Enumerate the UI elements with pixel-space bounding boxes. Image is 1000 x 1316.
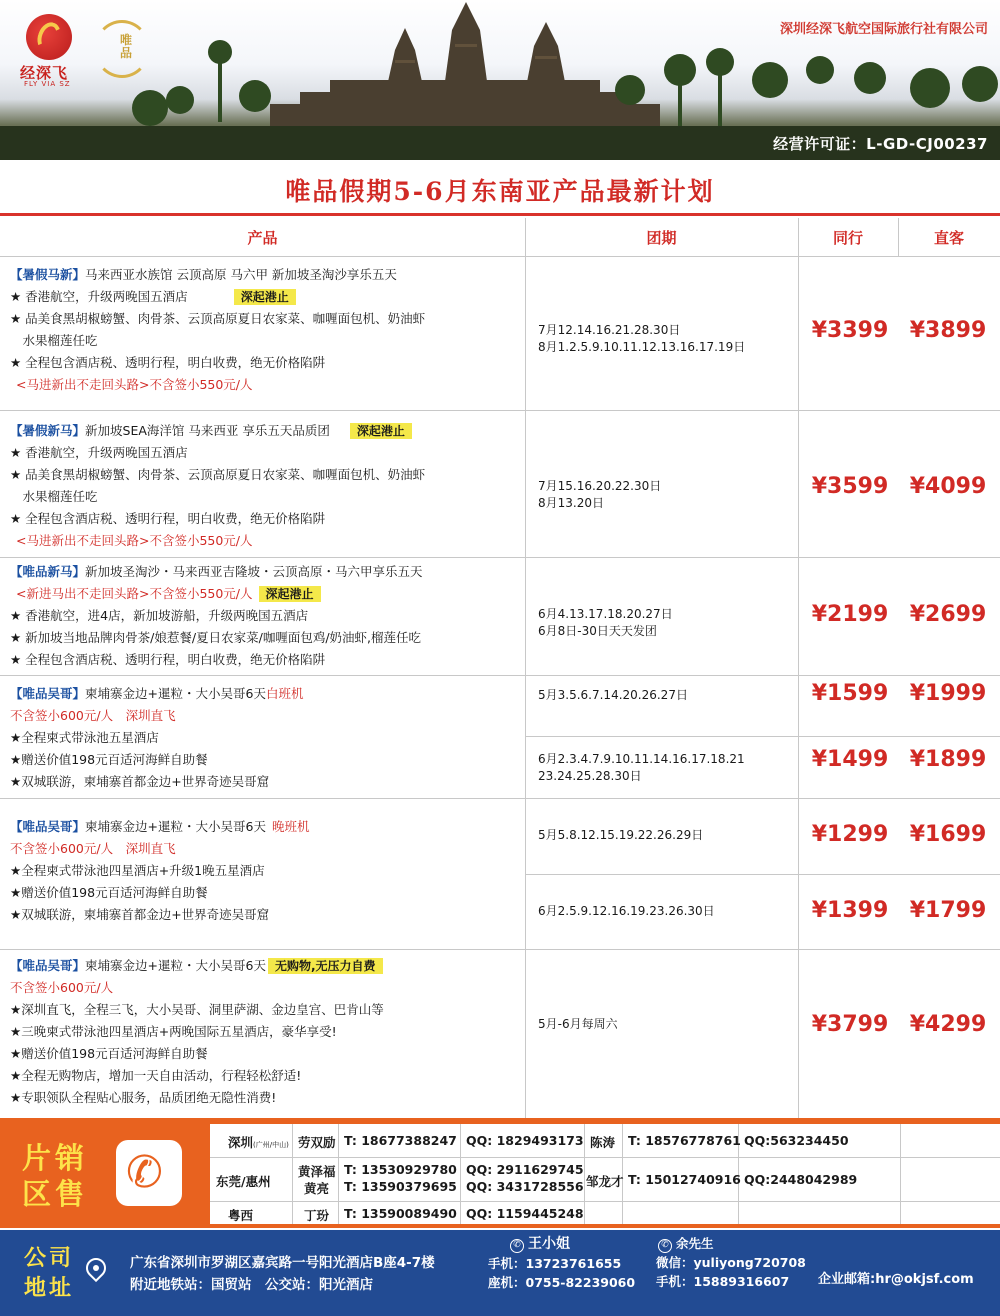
grid-line — [210, 1157, 1000, 1158]
product-1 — [10, 264, 525, 396]
schedule-3 — [538, 606, 796, 640]
product-sub: 不含签小600元/人 — [10, 980, 114, 995]
peer-price: ¥3399 — [811, 318, 889, 343]
product-line: ★全程柬式带泳池五星酒店 — [10, 730, 159, 745]
product-line: 水果榴莲任吃 — [10, 489, 98, 504]
product-line: ★赠送价值198元百适河海鲜自助餐 — [10, 885, 208, 900]
logo-text: 经深飞 — [20, 64, 69, 82]
contact-name: 王小姐 — [528, 1236, 570, 1252]
sales-area — [0, 1118, 1000, 1228]
contact-qq: QQ:2448042989 — [744, 1172, 858, 1187]
product-name: 柬埔寨金边+暹粒・大小吴哥6天 — [85, 958, 266, 973]
header-schedule: 团期 — [646, 228, 677, 247]
contact-tel: T: 13590379695 — [344, 1179, 457, 1194]
contact-wang — [488, 1234, 635, 1292]
product-5 — [10, 816, 525, 926]
contact-wechat: 微信：yuliyong720708 — [656, 1255, 806, 1270]
peer-price: ¥1499 — [811, 747, 889, 772]
grid-line — [292, 1124, 293, 1224]
grid-line — [798, 218, 799, 1118]
contact-mobile: 手机：13723761655 — [488, 1256, 622, 1271]
contact-qq: QQ:563234450 — [744, 1133, 849, 1148]
schedule-5b — [538, 903, 796, 920]
product-tag: 【暑假新马】 — [10, 423, 86, 438]
product-line: ★三晚柬式带泳池四星酒店+两晚国际五星酒店，豪华享受! — [10, 1024, 337, 1039]
grid-line — [525, 736, 1000, 737]
product-note: <马进新出不走回头路>不含签小550元/人 — [16, 533, 253, 548]
contact-name: 黄亮 — [304, 1181, 330, 1196]
schedule-4b — [538, 751, 796, 785]
direct-price: ¥1899 — [909, 747, 987, 772]
product-line: ★全程柬式带泳池四星酒店+升级1晚五星酒店 — [10, 863, 265, 878]
grid-line — [460, 1124, 461, 1224]
schedule-2 — [538, 478, 796, 512]
product-line: ★专职领队全程贴心服务，品质团绝无隐性消费! — [10, 1090, 277, 1105]
contact-tel: T: 13590089490 — [344, 1206, 457, 1221]
grid-line — [338, 1124, 339, 1224]
logo-subtext: FLY VIA SZ — [24, 80, 71, 88]
grid-line — [584, 1124, 585, 1224]
contact-landline: 座机：0755-82239060 — [488, 1275, 636, 1290]
page-title: 唯品假期5-6月东南亚产品最新计划 — [285, 177, 715, 206]
company-name: 深圳经深飞航空国际旅行社有限公司 — [779, 22, 988, 37]
contact-yu — [656, 1234, 806, 1291]
header-direct-price: 直客 — [933, 228, 964, 247]
schedule-line: 6月2.5.9.12.16.19.23.26.30日 — [538, 904, 715, 918]
schedule-4a — [538, 687, 796, 704]
flight-type: 晚班机 — [271, 819, 310, 834]
contact-name: 邹龙才 — [586, 1174, 624, 1189]
weipin-logo-text: 唯品 — [120, 33, 133, 60]
product-name: 柬埔寨金边+暹粒・大小吴哥6天 — [85, 686, 266, 701]
product-line: ★双城联游，柬埔寨首都金边+世界奇迹吴哥窟 — [10, 907, 270, 922]
header-banner — [0, 0, 1000, 160]
schedule-6 — [538, 1016, 796, 1033]
phone-circle-icon: ✆ — [510, 1239, 524, 1253]
sales-city — [228, 1133, 289, 1151]
schedule-line: 5月5.8.12.15.19.22.26.29日 — [538, 828, 704, 842]
contact-tel: T: 13530929780 — [344, 1162, 457, 1177]
peer-price: ¥1399 — [811, 898, 889, 923]
grid-line — [0, 949, 1000, 950]
schedule-1 — [538, 322, 796, 356]
transport-info: 附近地铁站：国贸站 公交站：阳光酒店 — [130, 1277, 373, 1293]
contact-name: 劳双励 — [298, 1135, 336, 1150]
product-line: ★深圳直飞，全程三飞，大小吴哥、洞里萨湖、金边皇宫、巴肯山等 — [10, 1002, 384, 1017]
city-name: 深圳 — [228, 1135, 254, 1150]
product-line: ★ 品美食黑胡椒螃蟹、肉骨茶、云顶高原夏日农家菜、咖喱面包机、奶油虾 — [10, 467, 426, 482]
contact-name: 丁玢 — [304, 1208, 330, 1223]
footer — [0, 1230, 1000, 1316]
jingshenfei-logo-icon — [26, 14, 72, 60]
direct-price: ¥2699 — [909, 602, 987, 627]
grid-line — [0, 410, 1000, 411]
product-line: ★ 品美食黑胡椒螃蟹、肉骨茶、云顶高原夏日农家菜、咖喱面包机、奶油虾 — [10, 311, 426, 326]
license-number: 经营许可证：L-GD-CJ00237 — [773, 135, 988, 153]
schedule-5a — [538, 827, 796, 844]
grid-line — [525, 874, 1000, 875]
address-block — [130, 1252, 435, 1296]
product-note: <新进马出不走回头路>不含签小550元/人 — [16, 586, 253, 601]
product-note: <马进新出不走回头路>不含签小550元/人 — [16, 377, 253, 392]
peer-price: ¥2199 — [811, 602, 889, 627]
product-line: ★ 香港航空，升级两晚国五酒店 — [10, 445, 188, 460]
peer-price: ¥1599 — [811, 681, 889, 706]
city-sub: (广州/中山) — [253, 1141, 289, 1149]
schedule-line: 6月8日-30日天天发团 — [538, 624, 657, 638]
contact-name: 余先生 — [676, 1236, 714, 1251]
peer-price: ¥3799 — [811, 1012, 889, 1037]
direct-price: ¥1999 — [909, 681, 987, 706]
product-line: ★全程无购物店，增加一天自由活动，行程轻松舒适! — [10, 1068, 302, 1083]
product-name: 柬埔寨金边+暹粒・大小吴哥6天 — [85, 819, 266, 834]
grid-line — [900, 1124, 901, 1224]
product-tag: 【唯品新马】 — [10, 564, 86, 579]
location-pin-icon — [82, 1254, 110, 1282]
product-name: 马来西亚水族馆 云顶高原 马六甲 新加坡圣淘沙享乐五天 — [85, 267, 397, 282]
direct-price: ¥4099 — [909, 474, 987, 499]
schedule-line: 8月1.2.5.9.10.11.12.13.16.17.19日 — [538, 340, 746, 354]
contact-mobile: 手机：15889316607 — [656, 1274, 790, 1289]
direct-price: ¥4299 — [909, 1012, 987, 1037]
highlight-badge: 深起港止 — [350, 423, 412, 439]
product-line: ★赠送价值198元百适河海鲜自助餐 — [10, 1046, 208, 1061]
grid-line — [210, 1201, 1000, 1202]
product-line: ★ 全程包含酒店税、透明行程，明白收费，绝无价格陷阱 — [10, 652, 326, 667]
grid-line — [0, 675, 1000, 676]
product-tag: 【唯品吴哥】 — [10, 958, 86, 973]
direct-price: ¥1799 — [909, 898, 987, 923]
product-tag: 【唯品吴哥】 — [10, 819, 86, 834]
grid-line — [0, 256, 1000, 257]
highlight-badge: 深起港止 — [259, 586, 321, 602]
product-line: ★ 香港航空，升级两晚国五酒店 — [10, 289, 188, 304]
contact-tel: T: 18677388247 — [344, 1133, 457, 1148]
schedule-line: 5月3.5.6.7.14.20.26.27日 — [538, 688, 688, 702]
schedule-line: 6月2.3.4.7.9.10.11.14.16.17.18.21 — [538, 752, 745, 766]
phone-icon: ✆ — [116, 1140, 182, 1206]
product-2 — [10, 420, 525, 552]
header-product: 产品 — [247, 228, 278, 247]
contact-tel: T: 15012740916 — [628, 1172, 741, 1187]
peer-price: ¥3599 — [811, 474, 889, 499]
product-line: ★ 全程包含酒店税、透明行程，明白收费，绝无价格陷阱 — [10, 355, 326, 370]
product-tag: 【暑假马新】 — [10, 267, 86, 282]
product-tag: 【唯品吴哥】 — [10, 686, 86, 701]
contact-qq: QQ: 1159445248 — [466, 1206, 584, 1221]
grid-line — [0, 557, 1000, 558]
schedule-line: 7月15.16.20.22.30日 — [538, 479, 662, 493]
product-line: ★ 新加坡当地品牌肉骨茶/娘惹餐/夏日农家菜/咖喱面包鸡/奶油虾,榴莲任吃 — [10, 630, 421, 645]
phone-circle-icon: ✆ — [658, 1239, 672, 1253]
contact-tel: T: 18576778761 — [628, 1133, 741, 1148]
sales-contact-grid — [210, 1124, 1000, 1224]
peer-price: ¥1299 — [811, 822, 889, 847]
footer-title: 公司地址 — [24, 1246, 75, 1301]
sales-title: 片销区售 — [22, 1141, 89, 1211]
product-3 — [10, 561, 525, 671]
product-6 — [10, 955, 525, 1109]
direct-price: ¥1699 — [909, 822, 987, 847]
contact-qq: QQ: 2911629745 — [466, 1162, 584, 1177]
product-sub: 不含签小600元/人 深圳直飞 — [10, 708, 176, 723]
product-line: ★双城联游，柬埔寨首都金边+世界奇迹吴哥窟 — [10, 774, 270, 789]
highlight-badge: 无购物,无压力自费 — [268, 958, 383, 974]
grid-line — [898, 218, 899, 256]
product-4 — [10, 683, 525, 793]
product-name: 新加坡SEA海洋馆 马来西亚 享乐五天品质团 — [85, 423, 330, 438]
contact-name: 黄泽福 — [298, 1164, 336, 1179]
title-bar — [0, 160, 1000, 216]
schedule-line: 23.24.25.28.30日 — [538, 769, 642, 783]
direct-price: ¥3899 — [909, 318, 987, 343]
product-name: 新加坡圣淘沙・马来西亚吉隆坡・云顶高原・马六甲享乐五天 — [85, 564, 423, 579]
product-line: ★ 全程包含酒店税、透明行程，明白收费，绝无价格陷阱 — [10, 511, 326, 526]
product-sub: 不含签小600元/人 深圳直飞 — [10, 841, 176, 856]
header-peer-price: 同行 — [832, 228, 863, 247]
schedule-line: 6月4.13.17.18.20.27日 — [538, 607, 673, 621]
product-line: ★ 香港航空，进4店，新加坡游船，升级两晚国五酒店 — [10, 608, 309, 623]
company-email: 企业邮箱:hr@okjsf.com — [818, 1272, 974, 1287]
highlight-badge: 深起港止 — [234, 289, 296, 305]
flight-type: 白班机 — [265, 686, 304, 701]
contact-qq: QQ: 1829493173 — [466, 1133, 584, 1148]
grid-line — [0, 798, 1000, 799]
grid-line — [525, 218, 526, 1118]
schedule-line: 7月12.14.16.21.28.30日 — [538, 323, 681, 337]
contact-name: 陈涛 — [590, 1135, 616, 1150]
product-line: ★赠送价值198元百适河海鲜自助餐 — [10, 752, 208, 767]
schedule-line: 5月-6月每周六 — [538, 1017, 618, 1031]
schedule-line: 8月13.20日 — [538, 496, 604, 510]
address: 广东省深圳市罗湖区嘉宾路一号阳光酒店B座4-7楼 — [130, 1255, 435, 1271]
city-name: 粤西 — [228, 1208, 254, 1223]
product-line: 水果榴莲任吃 — [10, 333, 98, 348]
contact-qq: QQ: 3431728556 — [466, 1179, 584, 1194]
city-name: 东莞/惠州 — [216, 1174, 271, 1189]
